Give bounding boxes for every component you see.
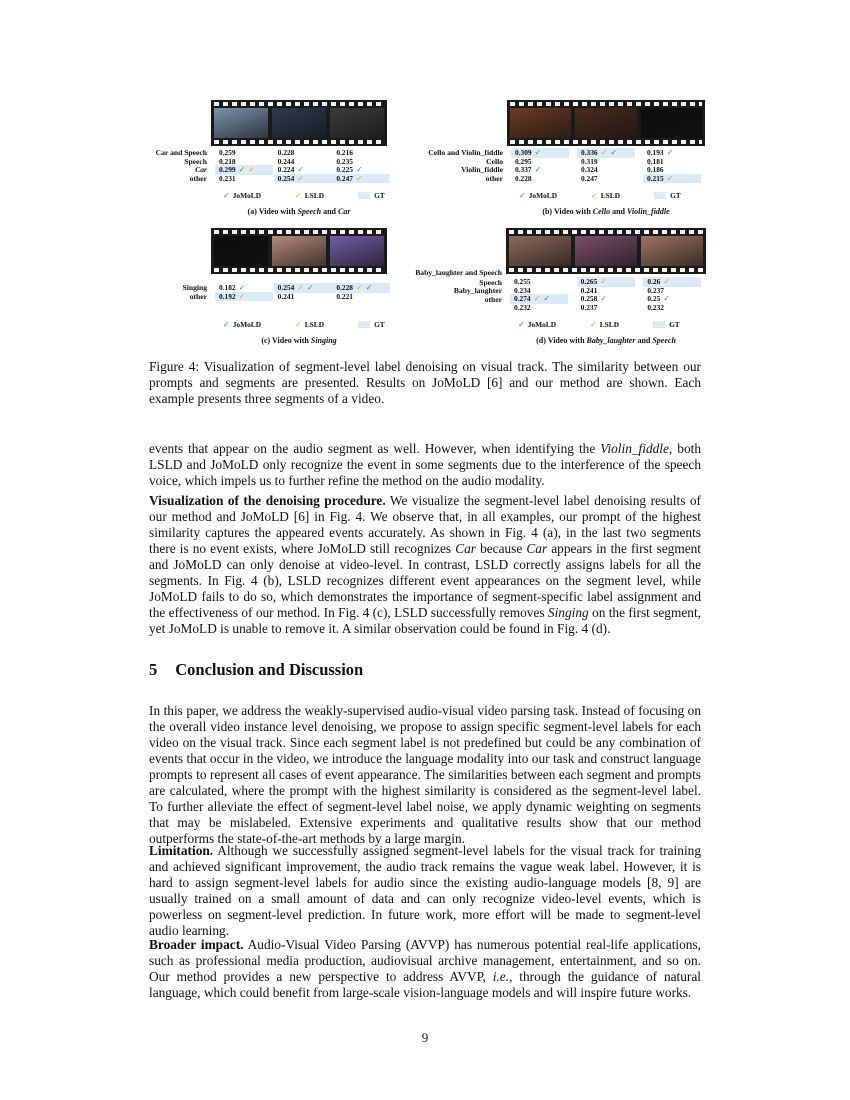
subfigure-caption-text: Baby_laughter bbox=[586, 336, 636, 345]
similarity-score bbox=[219, 293, 245, 302]
figure-legend bbox=[223, 320, 385, 329]
paragraph-audio-violin bbox=[149, 441, 701, 489]
score-value: 0.224 bbox=[277, 165, 295, 175]
prompt-label: Cello and Violin_fiddle bbox=[428, 148, 503, 157]
jomold-check-icon: ✓ bbox=[534, 165, 542, 175]
score-value: 0.295 bbox=[515, 156, 532, 166]
video-frame-2 bbox=[575, 236, 637, 266]
legend-jomold bbox=[519, 191, 557, 200]
score-value: 0.25 bbox=[647, 294, 661, 304]
score-value: 0.218 bbox=[219, 156, 236, 166]
subfigure-caption-text: (b) Video with bbox=[542, 207, 593, 216]
film-strip bbox=[211, 100, 387, 146]
figure-legend bbox=[519, 191, 681, 200]
lsld-check-icon: ✓ bbox=[591, 191, 598, 200]
paragraph-conclusion: In this paper, we address the weakly-supervised audio-visual video parsing task. Instead of focusing on the overall video instance level denoising, we propose to assign specific segment-level labels for each video on the visual track. Since each segment label is not predefined but could be any combination of events that occur in the video, we introduce the language modality into our task and construct language prompts to represent all cases of event appearance. The similarities between each segment and prompts are calculated, where the prompt with the highest similarity is considered as the segment-level label. To further alleviate the effect of segment-level label noise, we apply dynamic weighting on segments that may be mislabeled. Extensive experiments and qualitative results show that our method outperforms the state-of-the-art methods by a large margin. bbox=[149, 703, 701, 846]
similarity-score bbox=[647, 304, 664, 313]
prompt-label: Car and Speech bbox=[155, 148, 207, 157]
prompt-label: Baby_laughter bbox=[453, 286, 502, 296]
film-strip bbox=[211, 228, 387, 274]
video-frame-2 bbox=[575, 108, 636, 138]
video-frame-2 bbox=[272, 108, 326, 138]
subfigure-caption-text: and bbox=[321, 207, 338, 216]
legend-text: LSLD bbox=[304, 320, 325, 329]
legend-text: JoMoLD bbox=[232, 320, 262, 329]
lsld-check-icon: ✓ bbox=[600, 148, 608, 157]
prompt-label: other bbox=[189, 173, 207, 183]
score-value: 0.244 bbox=[277, 156, 295, 166]
paragraph-text: because bbox=[475, 541, 527, 556]
film-strip bbox=[506, 228, 706, 274]
jomold-check-icon: ✓ bbox=[666, 148, 674, 157]
paragraph-text: We visualize the segment-level label denoising results of our method and JoMoLD [6] in Fig. 4. We observe that, in all examples, our prompt of the highest similarity captures the appeared events accurately. As shown in Fig. 4 (a), in the last two segments there is no event exists, where JoMoLD still recognizes bbox=[149, 493, 701, 556]
subfigure-caption-text: and bbox=[610, 207, 628, 216]
score-value: 0.258 bbox=[580, 294, 598, 304]
legend-gt bbox=[358, 320, 385, 329]
score-value: 0.216 bbox=[336, 148, 353, 157]
score-value: 0.231 bbox=[219, 173, 236, 183]
legend-text: LSLD bbox=[304, 191, 325, 200]
paragraph-heading: Visualization of the denoising procedure. bbox=[149, 493, 386, 508]
prompt-label: Speech bbox=[479, 277, 502, 287]
lsld-check-icon: ✓ bbox=[355, 283, 363, 292]
score-value: 0.228 bbox=[336, 283, 353, 292]
similarity-score bbox=[278, 175, 304, 184]
jomold-check-icon: ✓ bbox=[307, 283, 314, 292]
legend-lsld bbox=[295, 191, 324, 200]
score-value: 0.254 bbox=[277, 173, 295, 183]
score-value: 0.241 bbox=[580, 285, 598, 295]
subfigure-caption-text: (d) Video with bbox=[536, 336, 587, 345]
jomold-check-icon: ✓ bbox=[238, 165, 246, 175]
score-value: 0.235 bbox=[336, 156, 353, 166]
subfigure-caption-text: Cello bbox=[592, 207, 611, 216]
video-frame-3 bbox=[330, 236, 384, 266]
legend-text: JoMoLD bbox=[528, 191, 558, 200]
score-value: 0.274 bbox=[514, 294, 531, 304]
score-value: 0.221 bbox=[336, 291, 353, 301]
score-value: 0.241 bbox=[277, 291, 295, 301]
prompt-label: Baby_laughter and Speech bbox=[415, 268, 502, 277]
section-heading bbox=[149, 660, 363, 680]
page-number: 9 bbox=[421, 1030, 429, 1045]
lsld-check-icon: ✓ bbox=[355, 173, 363, 183]
video-frame-3 bbox=[641, 108, 702, 138]
similarity-score bbox=[647, 175, 673, 184]
segment-scores-3 bbox=[332, 147, 390, 187]
score-value: 0.324 bbox=[581, 165, 598, 175]
lsld-check-icon: ✓ bbox=[295, 191, 302, 200]
legend-lsld bbox=[590, 320, 619, 329]
score-value: 0.337 bbox=[515, 165, 532, 175]
figure-panel-d bbox=[415, 228, 716, 353]
lsld-check-icon: ✓ bbox=[297, 283, 304, 292]
prompt-label: Car bbox=[195, 165, 207, 175]
similarity-score bbox=[581, 175, 598, 184]
similarity-score bbox=[336, 293, 353, 302]
score-value: 0.181 bbox=[647, 156, 664, 166]
segment-scores-2 bbox=[577, 275, 635, 315]
prompt-labels bbox=[149, 284, 207, 301]
paragraph-text: events that appear on the audio segment as well. However, when identifying the bbox=[149, 441, 601, 456]
subfigure-caption-text: (c) Video with bbox=[261, 336, 311, 345]
video-frame-3 bbox=[641, 236, 703, 266]
score-value: 0.319 bbox=[581, 156, 598, 166]
segment-scores-1 bbox=[215, 278, 273, 301]
paragraph-limitation bbox=[149, 843, 701, 939]
section-title: Conclusion and Discussion bbox=[175, 660, 364, 679]
lsld-check-icon: ✓ bbox=[297, 173, 304, 183]
jomold-check-icon: ✓ bbox=[543, 294, 551, 304]
film-strip bbox=[507, 100, 705, 146]
figure-panel-a bbox=[155, 100, 397, 225]
paragraph-italic: Singing bbox=[547, 605, 589, 620]
lsld-check-icon: ✓ bbox=[533, 294, 541, 304]
lsld-check-icon: ✓ bbox=[663, 277, 670, 286]
legend-text: GT bbox=[670, 191, 681, 200]
score-value: 0.247 bbox=[336, 173, 353, 183]
subfigure-caption bbox=[467, 207, 745, 216]
prompt-label: other bbox=[485, 173, 503, 183]
score-value: 0.237 bbox=[580, 302, 598, 312]
score-value: 0.186 bbox=[647, 165, 664, 175]
segment-scores-2 bbox=[274, 278, 332, 301]
lsld-check-icon: ✓ bbox=[238, 291, 246, 301]
score-value: 0.237 bbox=[647, 285, 664, 295]
score-value: 0.232 bbox=[647, 302, 664, 312]
legend-gt bbox=[653, 320, 680, 329]
video-frame-1 bbox=[214, 236, 268, 266]
legend-text: GT bbox=[374, 320, 385, 329]
lsld-check-icon: ✓ bbox=[295, 320, 302, 329]
legend-jomold bbox=[518, 320, 556, 329]
prompt-label: other bbox=[484, 294, 502, 304]
legend-gt bbox=[654, 191, 681, 200]
legend-lsld bbox=[295, 320, 324, 329]
score-value: 0.26 bbox=[647, 277, 661, 286]
score-value: 0.182 bbox=[219, 283, 236, 292]
legend-text: JoMoLD bbox=[527, 320, 557, 329]
jomold-check-icon: ✓ bbox=[365, 283, 373, 292]
section-number: 5 bbox=[149, 660, 158, 679]
jomold-check-icon: ✓ bbox=[238, 283, 246, 292]
paragraph-text: appears in the first segment and JoMoLD can only denoise at video-level. In contrast, LSLD correctly assigns labels for all the segments. In Fig. 4 (b), LSLD recognizes different event appearances on the segment level, while JoMoLD fails to do so, which demonstrates the importance of segment-specific label assignment and the effectiveness of our method. In Fig. 4 (c), LSLD successfully removes bbox=[149, 541, 702, 620]
score-value: 0.193 bbox=[647, 148, 664, 157]
video-frame-3 bbox=[330, 108, 384, 138]
figure-legend bbox=[223, 191, 385, 200]
subfigure-caption bbox=[171, 207, 427, 216]
lsld-check-icon: ✓ bbox=[248, 165, 256, 175]
subfigure-caption-text: (a) Video with bbox=[247, 207, 298, 216]
score-value: 0.192 bbox=[219, 291, 236, 301]
video-frame-1 bbox=[214, 108, 268, 138]
legend-text: LSLD bbox=[600, 191, 621, 200]
segment-scores-1 bbox=[510, 275, 568, 315]
similarity-score bbox=[219, 175, 236, 184]
lsld-check-icon: ✓ bbox=[590, 320, 597, 329]
segment-scores-1 bbox=[511, 147, 569, 187]
subfigure-caption-text: Singing bbox=[310, 336, 337, 345]
legend-text: LSLD bbox=[599, 320, 620, 329]
segment-scores-2 bbox=[577, 147, 635, 187]
subfigure-caption-text: Speech bbox=[652, 336, 676, 345]
jomold-check-icon: ✓ bbox=[223, 191, 230, 200]
jomold-check-icon: ✓ bbox=[355, 165, 363, 175]
score-value: 0.309 bbox=[515, 148, 532, 157]
score-value: 0.225 bbox=[336, 165, 353, 175]
lsld-check-icon: ✓ bbox=[600, 277, 607, 286]
legend-jomold bbox=[223, 191, 261, 200]
subfigure-caption-text: Speech bbox=[297, 207, 322, 216]
jomold-check-icon: ✓ bbox=[600, 294, 607, 304]
prompt-label: Violin_fiddle bbox=[461, 165, 503, 175]
jomold-check-icon: ✓ bbox=[610, 148, 618, 157]
segment-scores-3 bbox=[643, 275, 701, 315]
prompt-label: Singing bbox=[182, 283, 207, 292]
score-value: 0.228 bbox=[515, 173, 532, 183]
score-value: 0.336 bbox=[581, 148, 598, 157]
figure-legend bbox=[518, 320, 680, 329]
subfigure-caption bbox=[466, 336, 746, 345]
segment-scores-2 bbox=[274, 147, 332, 187]
jomold-check-icon: ✓ bbox=[223, 320, 230, 329]
legend-lsld bbox=[591, 191, 620, 200]
lsld-check-icon: ✓ bbox=[666, 173, 674, 183]
legend-gt bbox=[358, 191, 385, 200]
score-value: 0.259 bbox=[219, 148, 236, 157]
prompt-labels bbox=[412, 269, 502, 304]
paragraph-visualization bbox=[149, 493, 701, 637]
prompt-label: other bbox=[189, 291, 207, 301]
similarity-score bbox=[581, 304, 598, 313]
prompt-labels bbox=[149, 149, 207, 183]
video-frame-1 bbox=[510, 108, 571, 138]
subfigure-caption-text: and bbox=[635, 336, 653, 345]
score-value: 0.265 bbox=[580, 277, 598, 286]
similarity-score bbox=[514, 304, 531, 313]
legend-jomold bbox=[223, 320, 261, 329]
jomold-check-icon: ✓ bbox=[518, 320, 525, 329]
similarity-score bbox=[278, 293, 295, 302]
figure-caption: Figure 4: Visualization of segment-level label denoising on visual track. The similarity between our prompts and segments are presented. Results on JoMoLD [6] and our method are shown. Each example presents three segments of a video. bbox=[149, 359, 701, 406]
paragraph-italic: i.e. bbox=[492, 969, 510, 984]
prompt-label: Speech bbox=[184, 156, 207, 166]
paragraph-heading: Limitation. bbox=[149, 843, 214, 858]
subfigure-caption-text: Car bbox=[338, 207, 351, 216]
score-value: 0.255 bbox=[514, 277, 531, 286]
video-frame-2 bbox=[272, 236, 326, 266]
jomold-check-icon: ✓ bbox=[519, 191, 526, 200]
paragraph-text: Although we successfully assigned segment-level labels for the visual track for training and achieved significant improvement, the audio track remains the vague weak label. However, it is hard to assign segment-level labels for audio since the existing audio-language models [8, 9] are usually trained on a small amount of data and can only recognize video-level events, which is powerless on segment-level prediction. In future work, more effort will be made to segment-level audio learning. bbox=[149, 843, 701, 938]
paragraph-text: on the first segment, yet JoMoLD is unable to remove it. A similar observation could be found in Fig. 4 (d). bbox=[149, 605, 701, 636]
subfigure-caption bbox=[171, 336, 427, 345]
score-value: 0.247 bbox=[581, 173, 598, 183]
paragraph-italic: Violin_fiddle bbox=[600, 441, 669, 456]
paragraph-italic: Car bbox=[455, 541, 476, 556]
video-frame-1 bbox=[509, 236, 571, 266]
paragraph-text: , through the guidance of natural language, which could benefit from large-scale vision-language models and will inspire future works. bbox=[149, 969, 701, 1000]
paragraph-italic: Car bbox=[526, 541, 548, 556]
score-value: 0.234 bbox=[514, 285, 531, 295]
jomold-check-icon: ✓ bbox=[663, 294, 670, 304]
paragraph-heading: Broader impact. bbox=[149, 937, 244, 952]
legend-text: GT bbox=[374, 191, 385, 200]
jomold-check-icon: ✓ bbox=[534, 148, 542, 157]
segment-scores-1 bbox=[215, 147, 273, 187]
jomold-check-icon: ✓ bbox=[297, 165, 304, 175]
paragraph-text: , both LSLD and JoMoLD only recognize the event in some segments due to the interference of the speech voice, which impels us to further refine the method on the audio modality. bbox=[149, 441, 701, 488]
subfigure-caption-text: Violin_fiddle bbox=[627, 207, 670, 216]
score-value: 0.228 bbox=[277, 148, 295, 157]
legend-text: JoMoLD bbox=[232, 191, 262, 200]
similarity-score bbox=[336, 175, 362, 184]
paragraph-text: Audio-Visual Video Parsing (AVVP) has numerous potential real-life applications, such as professional media production, audiovisual archive management, entertainment, and so on. Our method provides a new perspective to address AVVP, bbox=[149, 937, 702, 984]
prompt-labels bbox=[421, 149, 503, 183]
segment-scores-3 bbox=[332, 278, 390, 301]
legend-text: GT bbox=[669, 320, 680, 329]
figure-panel-b bbox=[425, 100, 715, 225]
score-value: 0.299 bbox=[219, 165, 236, 175]
figure-panel-c bbox=[155, 228, 397, 353]
prompt-label: Cello bbox=[486, 156, 503, 166]
score-value: 0.215 bbox=[647, 173, 664, 183]
score-value: 0.254 bbox=[277, 283, 295, 292]
paragraph-broader-impact bbox=[149, 937, 701, 1001]
score-value: 0.232 bbox=[514, 302, 531, 312]
similarity-score bbox=[515, 175, 532, 184]
segment-scores-3 bbox=[643, 147, 701, 187]
